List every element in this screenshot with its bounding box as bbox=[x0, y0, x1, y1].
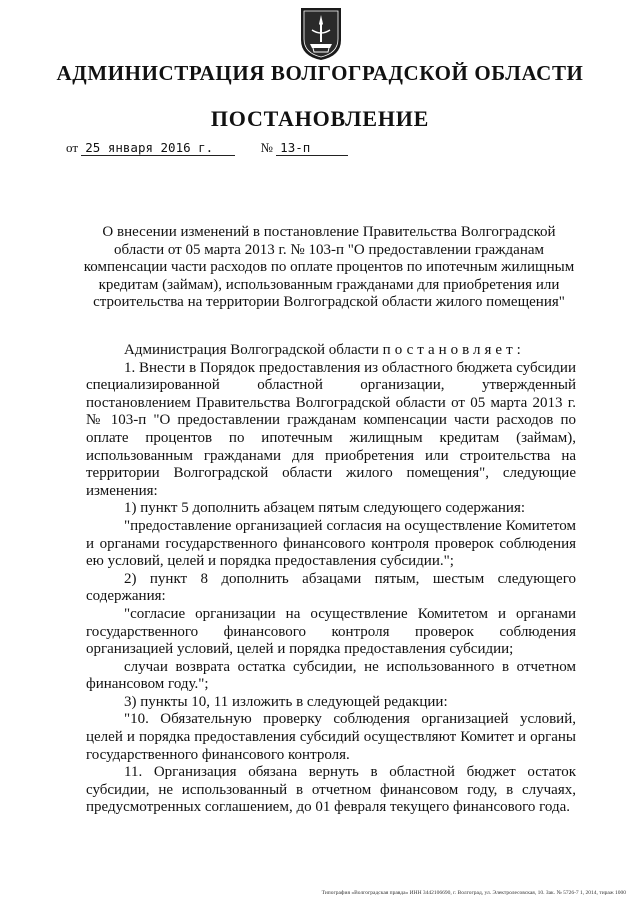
coat-of-arms-emblem bbox=[298, 6, 344, 62]
document-body bbox=[86, 342, 576, 817]
document-subject-title bbox=[82, 224, 576, 312]
intro-paragraph bbox=[86, 342, 576, 360]
body-paragraph: "согласие организации на осуществление Комитетом и органами государственного финансового контроля проверок соблюдения организацией условий, целей и порядка предоставления субсидии; bbox=[86, 605, 576, 658]
document-date: 25 января 2016 г. bbox=[81, 140, 235, 156]
dateline bbox=[66, 140, 348, 156]
body-paragraph: случаи возврата остатка субсидии, не использованного в отчетном финансовом году."; bbox=[86, 658, 576, 693]
body-paragraph: "предоставление организацией согласия на осуществление Комитетом и органами государственного финансового контроля проверок соблюдения ею условий, целей и порядка предоставления субсидии."; bbox=[86, 517, 576, 570]
subject-text: О внесении изменений в постановление Правительства Волгоградской области от 05 марта 2013 г. № 103-п "О предоставлении гражданам компенсации части расходов по оплате процентов по ипотечным жилищным кредитам (займам), использованным гражданами для приобретения или строительства на территории Волгоградской области жилого помещения" bbox=[83, 224, 575, 310]
printer-imprint: Типография «Волгоградская правда» ИНН 3442106690, г. Волгоград, ул. Электролесовская, 10. Зак. № 5726-7 1, 2014, тираж 1000 bbox=[321, 890, 626, 896]
document-number: 13-п bbox=[276, 140, 348, 156]
intro-verb: постановляет: bbox=[382, 342, 525, 358]
body-paragraph: 3) пункты 10, 11 изложить в следующей редакции: bbox=[124, 693, 448, 710]
body-paragraph: 1. Внести в Порядок предоставления из областного бюджета субсидии специализированной областной организации, утвержденный постановлением Правительства Волгоградской области от 05 марта 2013 г. № 103-п "О предоставлении гражданам компенсации части расходов по оплате процентов по ипотечным жилищным кредитам (займам), использованным гражданами для приобретения или строительства на территории Волгоградской области жилого помещения", следующие изменения: bbox=[86, 359, 576, 499]
organization-header: АДМИНИСТРАЦИЯ ВОЛГОГРАДСКОЙ ОБЛАСТИ bbox=[56, 61, 584, 85]
body-paragraph: "10. Обязательную проверку соблюдения организацией условий, целей и порядка предоставления субсидий осуществляют Комитет и органы государственного финансового контроля. bbox=[86, 711, 576, 763]
body-paragraph: 2) пункт 8 дополнить абзацами пятым, шестым следующего содержания: bbox=[86, 570, 576, 605]
date-label: от bbox=[66, 140, 79, 155]
intro-prefix: Администрация Волгоградской области bbox=[124, 342, 379, 358]
body-paragraph: 11. Организация обязана вернуть в областной бюджет остаток субсидии, не использованный в отчетном финансовом году, в случаях, предусмотренных соглашением, до 01 февраля текущего финансового года. bbox=[86, 764, 576, 816]
document-type-title: ПОСТАНОВЛЕНИЕ bbox=[210, 106, 430, 131]
number-label: № bbox=[260, 140, 273, 155]
body-paragraph: 1) пункт 5 дополнить абзацем пятым следующего содержания: bbox=[124, 500, 526, 517]
